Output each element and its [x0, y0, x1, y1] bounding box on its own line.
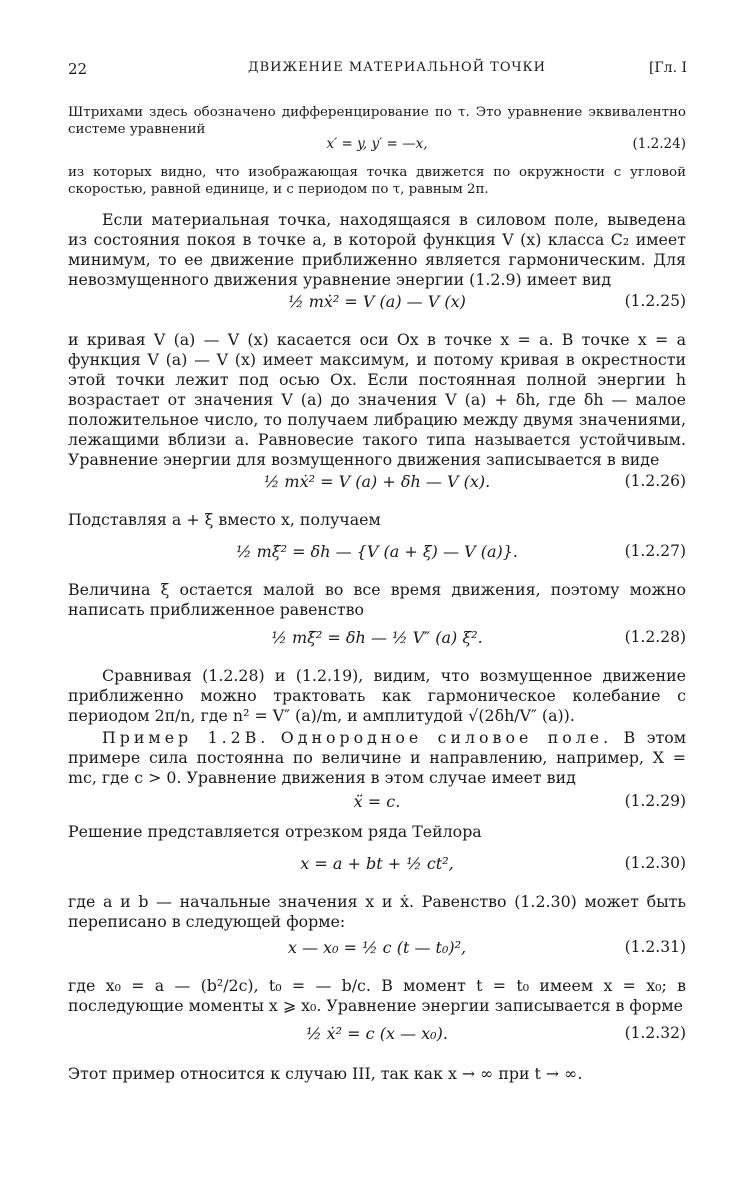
paragraph-rotation: из которых видно, что изображающая точка движется по окружности с угловой скоростью, равной единице, и с периодом по τ, равным 2π.	[68, 165, 686, 197]
paragraph-small-xi: Величина ξ остается малой во все время движения, поэтому можно написать приближенное равенство	[68, 580, 686, 619]
equation-formula: x′ = y, y′ = —x,	[326, 136, 428, 152]
equation-number: (1.2.26)	[624, 472, 686, 490]
paragraph-substitution: Подставляя a + ξ вместо x, получаем	[68, 510, 381, 529]
example-text: В этом примере сила постоянна по величине и направлению, например, X = mc, где c > 0. Уравнение движения в этом случае имеет вид	[68, 728, 686, 787]
equation-1-2-27	[68, 538, 686, 568]
equation-number: (1.2.27)	[624, 542, 686, 560]
equation-1-2-29	[68, 788, 686, 818]
equation-1-2-24	[68, 136, 686, 166]
equation-formula: ½ ẋ² = c (x — x₀).	[306, 1024, 448, 1043]
equation-1-2-25	[68, 288, 686, 318]
equation-formula: ½ mẋ² = V (a) — V (x)	[288, 292, 466, 311]
equation-number: (1.2.32)	[624, 1024, 686, 1042]
equation-formula: ẍ = c.	[353, 792, 401, 811]
equation-formula: x = a + bt + ½ ct²,	[300, 854, 454, 873]
paragraph-harmonic: Если материальная точка, находящаяся в силовом поле, выведена из состояния покоя в точке a, в которой функция V (x) класса C₂ имеет минимум, то ее движение приближенно является гармоническим. Для невозмущенного движения уравнение энергии (1.2.9) имеет вид	[68, 210, 686, 289]
paragraph-intro: Штрихами здесь обозначено дифференцирование по τ. Это уравнение эквивалентно системе уравнений	[68, 105, 686, 137]
chapter-label: [Гл. I	[648, 60, 687, 76]
equation-1-2-30	[68, 850, 686, 880]
equation-number: (1.2.31)	[624, 938, 686, 956]
equation-number: (1.2.28)	[624, 628, 686, 646]
running-title: ДВИЖЕНИЕ МАТЕРИАЛЬНОЙ ТОЧКИ	[248, 60, 546, 75]
paragraph-comparison: Сравнивая (1.2.28) и (1.2.19), видим, что возмущенное движение приближенно можно трактовать как гармоническое колебание с периодом 2π/n, где n² = V″ (a)/m, и амплитудой √(2δh/V″ (a)).	[68, 666, 686, 725]
paragraph-curve: и кривая V (a) — V (x) касается оси Ox в точке x = a. В точке x = a функция V (a) — V (x) имеет максимум, и потому кривая в окрестности этой точки лежит под осью Ox. Если постоянная полной энергии h возрастает от значения V (a) до значения V (a) + δh, где δh — малое положительное число, то получаем либрацию между двумя значениями, лежащими вблизи a. Равновесие такого типа называется устойчивым. Уравнение энергии для возмущенного движения записывается в виде	[68, 330, 686, 469]
equation-formula: ½ mξ̇² = δh — ½ V″ (a) ξ².	[271, 628, 483, 647]
equation-formula: ½ mẋ² = V (a) + δh — V (x).	[263, 472, 491, 491]
page-number: 22	[68, 60, 88, 78]
equation-1-2-28	[68, 624, 686, 654]
paragraph-example	[68, 728, 686, 788]
example-title: Однородное силовое поле.	[280, 728, 613, 747]
paragraph-moment: где x₀ = a — (b²/2c), t₀ = — b/c. В момент t = t₀ имеем x = x₀; в последующие моменты x ⩾ x₀. Уравнение энергии записывается в форме	[68, 976, 686, 1015]
paragraph-initial-values: где a и b — начальные значения x и ẋ. Равенство (1.2.30) может быть переписано в следующей форме:	[68, 892, 686, 931]
equation-formula: x — x₀ = ½ c (t — t₀)²,	[287, 938, 467, 957]
paragraph-taylor: Решение представляется отрезком ряда Тейлора	[68, 822, 482, 841]
example-label: Пример 1.2В.	[102, 728, 270, 747]
equation-1-2-26	[68, 468, 686, 498]
equation-1-2-32	[68, 1020, 686, 1050]
equation-number: (1.2.29)	[624, 792, 686, 810]
equation-number: (1.2.25)	[624, 292, 686, 310]
equation-1-2-31	[68, 934, 686, 964]
equation-number: (1.2.30)	[624, 854, 686, 872]
equation-formula: ½ mξ̇² = δh — {V (a + ξ) — V (a)}.	[235, 542, 518, 561]
equation-number: (1.2.24)	[632, 136, 686, 152]
paragraph-case-three: Этот пример относится к случаю III, так как x → ∞ при t → ∞.	[68, 1064, 583, 1083]
